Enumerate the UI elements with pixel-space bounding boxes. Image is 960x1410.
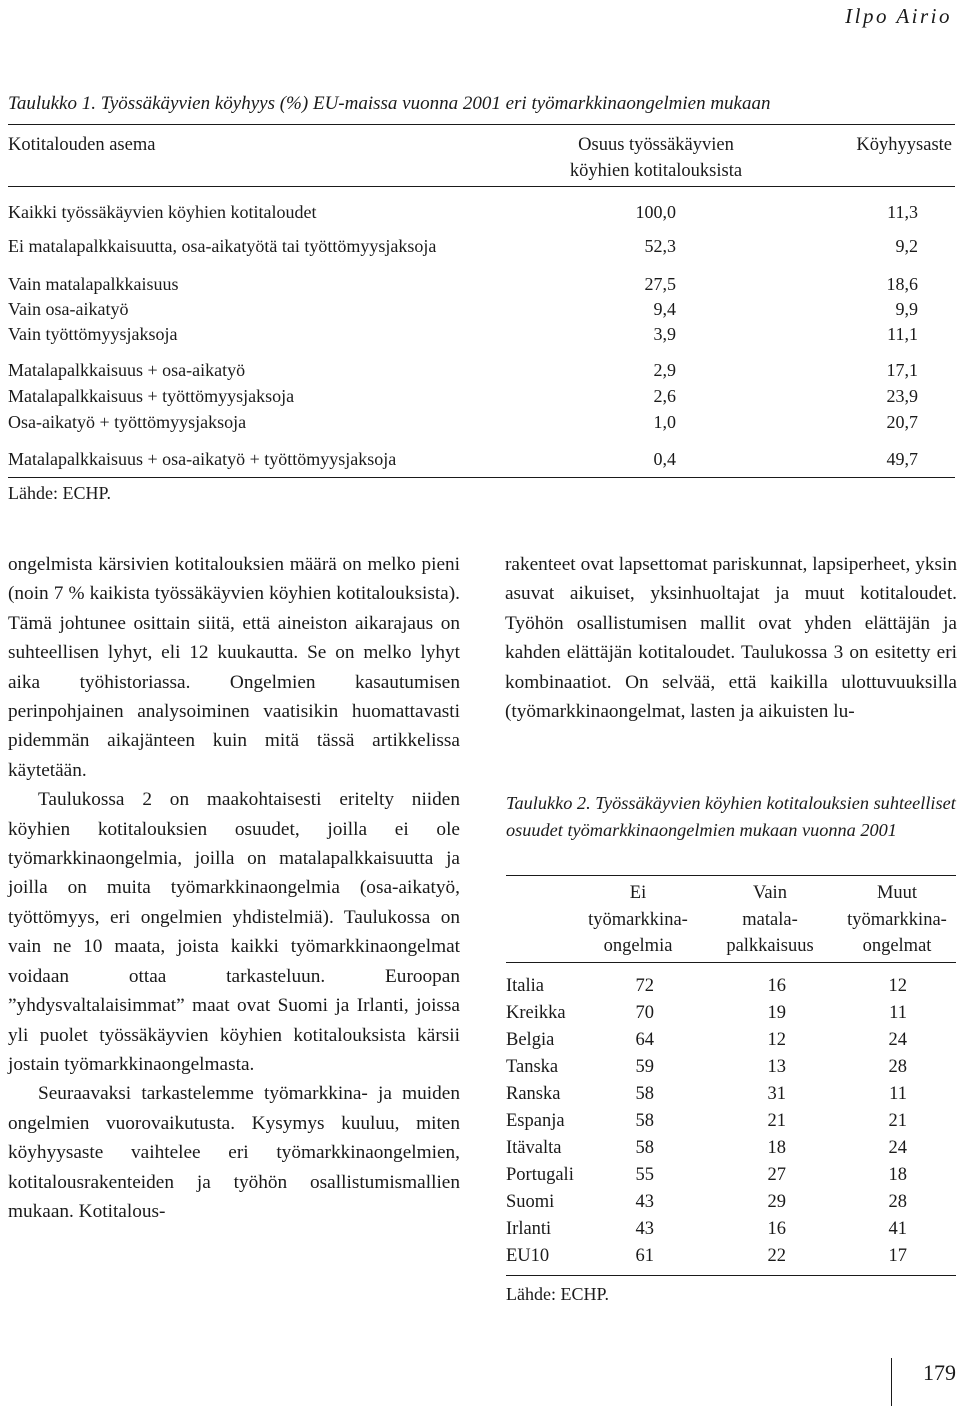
- table2-header-line: ongelmia: [603, 936, 673, 956]
- table2-value-low-pay: 21: [767, 1111, 786, 1131]
- table2-country: Belgia: [506, 1030, 555, 1050]
- table1-source: Lähde: ECHP.: [8, 483, 111, 503]
- table2-country: Portugali: [506, 1165, 574, 1185]
- table2-value-low-pay: 18: [767, 1138, 786, 1158]
- table1-row-rate: 17,1: [886, 360, 918, 380]
- table2-country: Espanja: [506, 1111, 565, 1131]
- page-number: 179: [923, 1360, 956, 1385]
- table1-row-rate: 18,6: [886, 274, 918, 294]
- table1-header-household: Kotitalouden asema: [8, 135, 156, 155]
- table1-row: [8, 272, 918, 296]
- table2-value-low-pay: 16: [767, 1219, 786, 1239]
- table1-header-share: [552, 132, 760, 184]
- table2-source: Lähde: ECHP.: [506, 1284, 609, 1304]
- table2-row: [506, 1081, 906, 1108]
- body-right-column: [505, 550, 957, 726]
- table1-header-share-line2: köyhien kotitalouksista: [569, 161, 743, 181]
- table2-value-low-pay: 12: [767, 1030, 786, 1050]
- table2-value-none: 55: [635, 1165, 654, 1185]
- table2-value-other: 18: [888, 1165, 907, 1185]
- body-paragraph: ongelmista kärsivien kotitalouksien määrä on melko pieni (noin 7 % kaikista työssäkäyvien köyhien kotitalouksista). Tämä johtunee osittain siitä, että aineiston aikarajaus on suhteellisen lyhyt, eli 12 kuukautta. Se on melko lyhyt aika työhistoriassa. Ongelmien kasautumisen perinpohjainen analysoiminen vaatisikin huomattavasti pidemmän aikajänteen kuin mitä tässä artikkelissa käytetään.: [8, 554, 460, 781]
- table2-header-line: palkkaisuus: [726, 936, 814, 956]
- table1-row-rate: 11,1: [887, 324, 918, 344]
- page-number-divider: [891, 1358, 892, 1406]
- table1-row-share: 52,3: [644, 236, 676, 256]
- table2-value-other: 41: [888, 1219, 907, 1239]
- body-left-column: [8, 550, 460, 1226]
- table1-row-rate: 9,9: [895, 299, 918, 319]
- table2-row: [506, 973, 906, 1000]
- table2-value-none: 64: [635, 1030, 654, 1050]
- table2-row: [506, 1000, 906, 1027]
- table2-value-none: 59: [635, 1057, 654, 1077]
- table1-row-share: 9,4: [653, 299, 676, 319]
- table2-header-other-problems: [827, 880, 960, 960]
- table2-row: [506, 1135, 906, 1162]
- table1-row-share: 100,0: [635, 202, 676, 222]
- table2-value-other: 11: [889, 1084, 907, 1104]
- table2-caption: Taulukko 2. Työssäkäyvien köyhien kotitalouksien suhteelliset osuudet työmarkkinaongelmien mukaan vuonna 2001: [506, 793, 956, 840]
- table2-value-other: 12: [888, 976, 907, 996]
- table1-row: [8, 358, 918, 382]
- table1-row-label: Vain työttömyysjaksoja: [8, 324, 178, 344]
- table2-row: [506, 1243, 906, 1270]
- table2-value-low-pay: 16: [767, 976, 786, 996]
- table2-header-line: ongelmat: [862, 936, 932, 956]
- running-header-author: Ilpo Airio: [845, 4, 952, 28]
- table2-value-other: 21: [888, 1111, 907, 1131]
- table1-row-share: 27,5: [644, 274, 676, 294]
- table2-header-line: Muut: [876, 883, 918, 903]
- table2-value-other: 17: [888, 1246, 907, 1266]
- table1-bottom-rule: [8, 477, 955, 478]
- table2-header-line: matala-: [742, 909, 798, 930]
- table1-row: [8, 447, 918, 471]
- table2-value-low-pay: 31: [767, 1084, 786, 1104]
- table1-header-share-line1: Osuus työssäkäyvien: [578, 135, 734, 155]
- table2-value-none: 70: [635, 1003, 654, 1023]
- table1-row: [8, 234, 918, 258]
- table1-row-label: Matalapalkkaisuus + osa-aikatyö + työttömyysjaksoja: [8, 449, 397, 469]
- table2-value-none: 43: [635, 1192, 654, 1212]
- table2-value-none: 43: [635, 1219, 654, 1239]
- table2-value-other: 24: [888, 1138, 907, 1158]
- table2-value-low-pay: 22: [767, 1246, 786, 1266]
- table1-row: [8, 322, 918, 346]
- table1-row: [8, 200, 918, 224]
- table1-row-rate: 11,3: [887, 202, 918, 222]
- table2-row: [506, 1027, 906, 1054]
- table2-country: Irlanti: [506, 1219, 552, 1239]
- table2-header-low-pay-only: [700, 880, 840, 960]
- table1-header-poverty-rate: Köyhyysaste: [856, 135, 952, 155]
- table1-row: [8, 410, 918, 434]
- table2-value-none: 58: [635, 1138, 654, 1158]
- table1-row-rate: 49,7: [886, 449, 918, 469]
- table2-value-other: 24: [888, 1030, 907, 1050]
- table2-row: [506, 1189, 906, 1216]
- table2-value-other: 28: [888, 1192, 907, 1212]
- table1-row-share: 3,9: [653, 324, 676, 344]
- table2-row: [506, 1162, 906, 1189]
- table2-value-other: 28: [888, 1057, 907, 1077]
- table2-country: Suomi: [506, 1192, 555, 1212]
- table1-row-label: Kaikki työssäkäyvien köyhien kotitaloudet: [8, 202, 317, 222]
- table1-row-label: Osa-aikatyö + työttömyysjaksoja: [8, 412, 247, 432]
- body-paragraph: Taulukossa 2 on maakohtaisesti eritelty niiden köyhien kotitalouksien osuudet, joilla ei ole työmarkkinaongelmia, joilla on matalapalkkaisuutta ja joilla on muita työmarkkinaongelmia (osa-aikatyö, työttömyys, eri ongelmien yhdistelmiä). Taulukossa on vain ne 10 maata, joista kaikki työmarkkinaongelmat voidaan ottaa tarkasteluun. Euroopan ”yhdysvaltalaisimmat” maat ovat Suomi ja Irlanti, joissa yli puolet työssäkäyvien köyhien kotitalouksista kärsii jostain työmarkkinaongelmasta.: [8, 789, 460, 1075]
- table1-row-share: 2,6: [653, 386, 676, 406]
- table1-row-rate: 9,2: [895, 236, 918, 256]
- table2-header-line: työmarkkina-: [588, 909, 688, 930]
- table2-header-line: Ei: [629, 883, 647, 903]
- table2-value-low-pay: 13: [767, 1057, 786, 1077]
- table2-value-other: 11: [889, 1003, 907, 1023]
- table2-value-low-pay: 19: [767, 1003, 786, 1023]
- table2-value-none: 61: [635, 1246, 654, 1266]
- table2-country: EU10: [506, 1246, 550, 1266]
- table1-top-rule: [8, 124, 955, 125]
- table2-top-rule: [506, 875, 956, 876]
- table2-header-line: työmarkkina-: [847, 909, 947, 930]
- table2-value-low-pay: 29: [767, 1192, 786, 1212]
- table1-row-label: Matalapalkkaisuus + työttömyysjaksoja: [8, 386, 295, 406]
- table1-row: [8, 297, 918, 321]
- body-paragraph: rakenteet ovat lapsettomat pariskunnat, lapsiperheet, yksin asuvat aikuiset, yksinhuoltajat ja muut kotitaloudet. Työhön osallistumisen mallit ovat yhden elättäjän ja kahden elättäjän kotitaloudet. Taulukossa 3 on esitetty eri kombinaatiot. On selvää, että kaikilla ulottuvuuksilla (työmarkkinaongelmat, lasten ja aikuisten lu-: [505, 554, 957, 723]
- table1-caption: Taulukko 1. Työssäkäyvien köyhyys (%) EU-maissa vuonna 2001 eri työmarkkinaongelmien mukaan: [8, 93, 771, 114]
- table2-value-low-pay: 27: [767, 1165, 786, 1185]
- table2-row: [506, 1054, 906, 1081]
- table1-row-rate: 20,7: [886, 412, 918, 432]
- table1-row-share: 2,9: [653, 360, 676, 380]
- table1-row-label: Vain matalapalkkaisuus: [8, 274, 179, 294]
- table1-row-rate: 23,9: [886, 386, 918, 406]
- table2-country: Itävalta: [506, 1138, 562, 1158]
- table2-row: [506, 1216, 906, 1243]
- table1-row-label: Ei matalapalkkaisuutta, osa-aikatyötä tai työttömyysjaksoja: [8, 236, 437, 256]
- table2-header-no-problems: [568, 880, 708, 960]
- table2-country: Ranska: [506, 1084, 561, 1104]
- table1-header-rule: [8, 186, 955, 187]
- table2-value-none: 58: [635, 1084, 654, 1104]
- table2-value-none: 58: [635, 1111, 654, 1131]
- table2-country: Kreikka: [506, 1003, 566, 1023]
- table2-header-rule: [506, 962, 956, 963]
- body-paragraph: Seuraavaksi tarkastelemme työmarkkina- ja muiden ongelmien vuorovaikutusta. Kysymys kuuluu, miten köyhyysaste vaihtelee eri työmarkkinaongelmien, kotitalousrakenteiden ja työhön osallistumismallien mukaan. Kotitalous-: [8, 1083, 460, 1222]
- table1-row-label: Matalapalkkaisuus + osa-aikatyö: [8, 360, 246, 380]
- table1-row-label: Vain osa-aikatyö: [8, 299, 129, 319]
- table2-row: [506, 1108, 906, 1135]
- table2-country: Tanska: [506, 1057, 559, 1077]
- table2-bottom-rule: [506, 1275, 956, 1276]
- table1-row: [8, 384, 918, 408]
- table2-country: Italia: [506, 976, 545, 996]
- table2-value-none: 72: [635, 976, 654, 996]
- table1-row-share: 1,0: [653, 412, 676, 432]
- table2-header-line: Vain: [753, 883, 787, 903]
- table1-row-share: 0,4: [653, 449, 676, 469]
